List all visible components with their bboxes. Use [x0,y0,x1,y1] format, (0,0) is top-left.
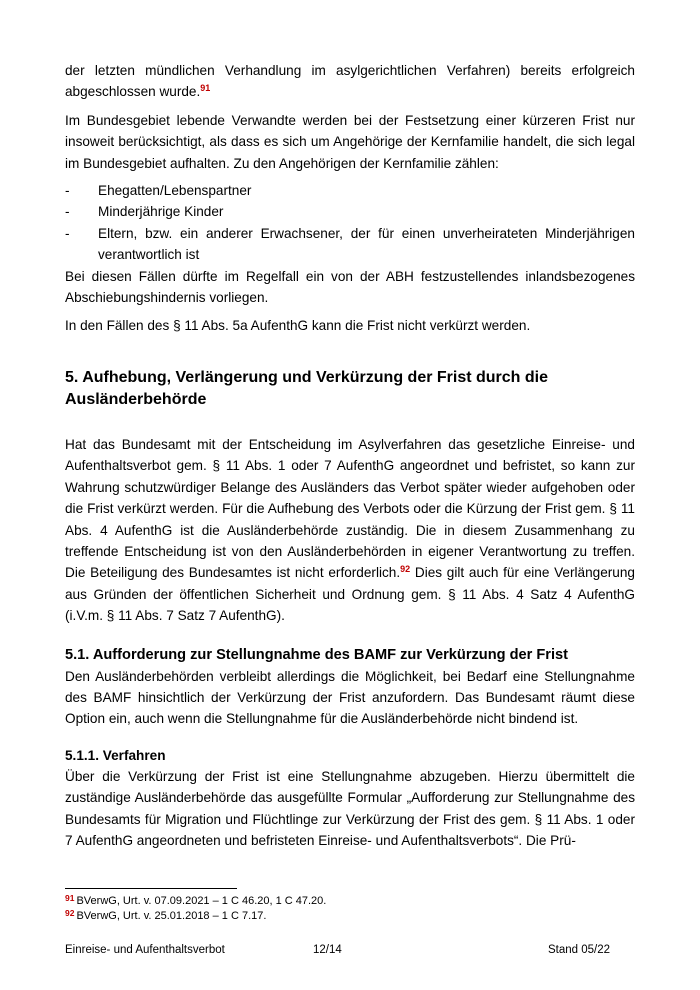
footnote-91: $^{91}$ BVerwG, Urt. v. 07.09.2021 – 1 C 46.20, 1 C 47.20. [65,893,327,907]
kernfamilie-list [65,180,635,266]
dash-bullet: - [65,183,70,199]
footnotes [65,894,635,924]
dash-bullet: - [65,204,70,220]
section-5-1-1-paragraph: Über die Verkürzung der Frist ist eine Stellungnahme abzugeben. Hierzu übermittelt die zuständige Ausländerbehörde das ausgefüllte Formular „Aufforderung zur Stellungnahme des Bundesamts für Migration und Flüchtlinge zur Verkürzung der Frist des gem. § 11 Abs. 1 oder 7 AufenthG angeordneten und befristeten Einreise- und Aufenthaltsverbots“. Die Prü- [65,768,635,848]
footer-document-title: Einreise- und Aufenthaltsverbot [65,944,225,956]
list-item: - Eltern, bzw. ein anderer Erwachsener, der für einen unverheirateten Minderjährigen verantwortlich ist [65,223,635,266]
footnote-divider [65,888,237,889]
footnote-ref-91[interactable]: 91 [200,83,211,94]
footer-page-number: 12/14 [313,944,342,956]
page-footer [65,944,610,960]
section-5-1-paragraph: Den Ausländerbehörden verbleibt allerdings die Möglichkeit, bei Bedarf eine Stellungnahme des BAMF hinsichtlich der Verkürzung der Frist anzufordern. Das Bundesamt räumt diese Option ein, auch wenn die Stellungnahme für die Ausländerbehörde nicht bindend ist. [65,668,635,727]
page-content [65,60,635,851]
section-5-1-heading: 5.1. Aufforderung zur Stellungnahme des BAMF zur Verkürzung der Frist [65,646,568,663]
paragraph-continuation: der letzten mündlichen Verhandlung im asylgerichtlichen Verfahren) bereits erfolgreich abgeschlossen wurde.$^{91}$ [65,63,635,100]
footnote-92: $^{92}$ BVerwG, Urt. v. 25.01.2018 – 1 C 7.17. [65,908,267,922]
section-5-paragraph: Hat das Bundesamt mit der Entscheidung im Asylverfahren das gesetzliche Einreise- und Aufenthaltsverbot gem. § 11 Abs. 1 oder 7 AufenthG angeordnet und befristet, so kann zur Wahrung schutzwürdiger Belange des Ausländers das Verbot später wieder aufgehoben oder die Frist verkürzt werden. Für die Aufhebung des Verbots oder die Kürzung der Frist gem. § 11 Abs. 4 AufenthG ist die Ausländerbehörde zuständig. Die in diesem Zusammenhang zu treffende Entscheidung ist von den Ausländerbehörden in eigener Verantwortung zu treffen. Die Beteiligung des Bundesamtes ist nicht erforderlich.$^{92}$ Dies gilt auch für eine Verlängerung aus Gründen der öffentlichen Sicherheit und Ordnung gem. § 11 Abs. 4 Satz 4 AufenthG (i.V.m. § 11 Abs. 7 Satz 7 AufenthG). [65,436,635,624]
paragraph-abs5a: In den Fällen des § 11 Abs. 5a AufenthG kann die Frist nicht verkürzt werden. [65,318,531,334]
section-5-heading: 5. Aufhebung, Verlängerung und Verkürzung der Frist durch die Ausländerbehörde [65,368,549,408]
footnote-ref-92[interactable]: 92 [400,564,411,575]
list-item: - Ehegatten/Lebenspartner [65,180,635,201]
footer-version: Stand 05/22 [547,944,610,956]
list-item: - Minderjährige Kinder [65,201,635,222]
dash-bullet: - [65,225,70,241]
paragraph-regelfall: Bei diesen Fällen dürfte im Regelfall ein von der ABH festzustellendes inlandsbezogenes Abschiebungshindernis vorliegen. [65,268,635,306]
paragraph-kernfamilie: Im Bundesgebiet lebende Verwandte werden bei der Festsetzung einer kürzeren Frist nur insoweit berücksichtigt, als dass es sich um Angehörige der Kernfamilie handelt, die sich legal im Bundesgebiet aufhalten. Zu den Angehörigen der Kernfamilie zählen: [65,112,635,171]
section-5-1-1-heading: 5.1.1. Verfahren [65,747,166,763]
